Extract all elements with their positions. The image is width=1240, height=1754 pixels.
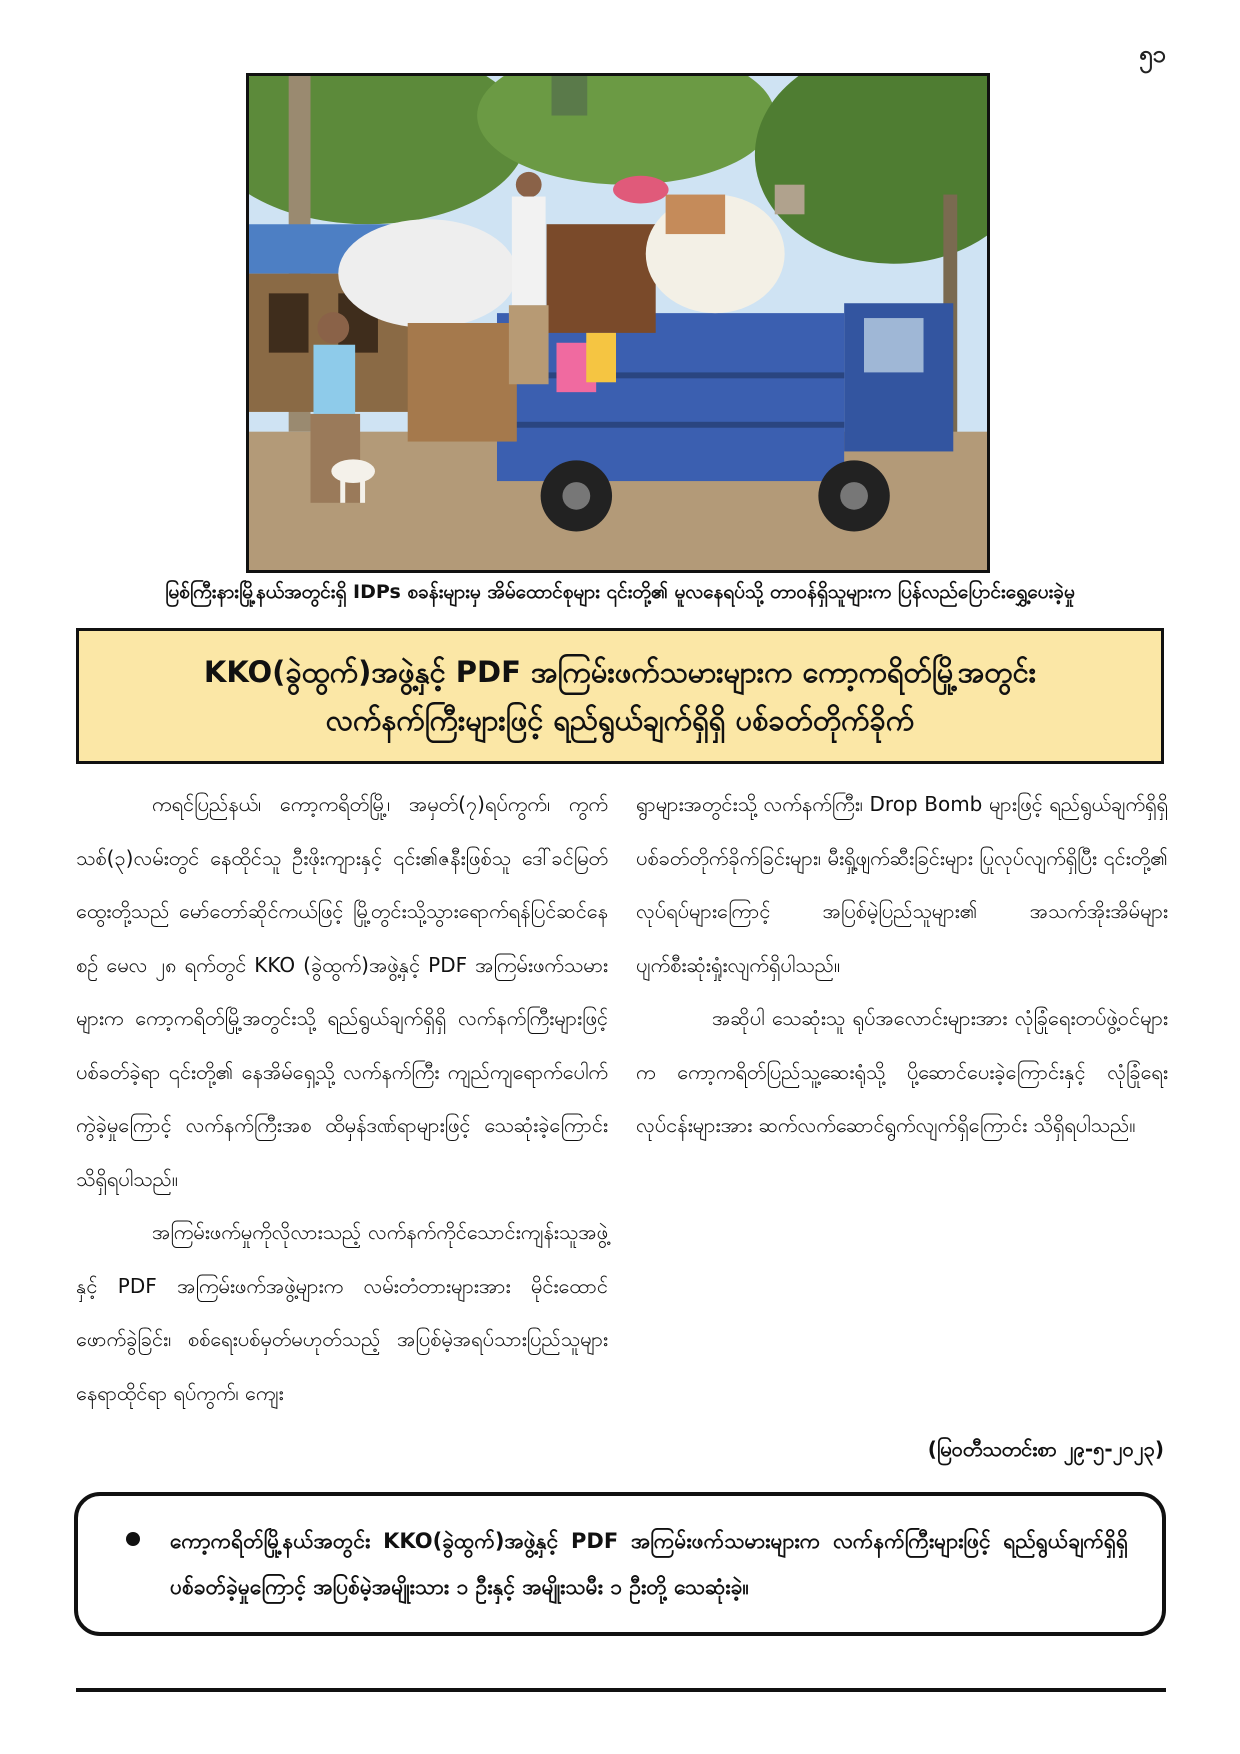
article-column-left (76, 778, 608, 1420)
article-paragraph: အဆိုပါ သေဆုံးသူ ရုပ်အလောင်းများအား လုံခြုံရေးတပ်ဖွဲ့ဝင်များက ကော့ကရိတ်ပြည်သူ့ဆေးရုံသို့ ပို့ဆောင်ပေးခဲ့ကြောင်းနှင့် လုံခြုံရေးလုပ်ငန်းများအား ဆက်လက်ဆောင်ရွက်လျက်ရှိကြောင်း သိရှိရပါသည်။ (636, 1006, 1168, 1137)
bottom-divider (76, 1688, 1166, 1692)
news-photo (246, 73, 990, 573)
summary-item (112, 1518, 1128, 1610)
photo-caption: မြစ်ကြီးနားမြို့နယ်အတွင်းရှိ IDPs စခန်းများမှ အိမ်ထောင်စုများ ၎င်းတို့၏ မူလနေရပ်သို့ တာဝန်ရှိသူများက ပြန်လည်ပြောင်းရွှေ့ပေးခဲ့မှု (165, 581, 1075, 603)
news-photo-illustration (249, 76, 987, 570)
headline-box (76, 628, 1164, 764)
bullet-icon (126, 1532, 140, 1546)
article-source: (မြဝတီသတင်းစာ ၂၉-၅-၂၀၂၃) (927, 1437, 1164, 1461)
article-column-right (636, 778, 1168, 1153)
page-number: ၅၁ (1139, 40, 1166, 68)
article-paragraph: ရွာများအတွင်းသို့ လက်နက်ကြီး၊ Drop Bomb များဖြင့် ရည်ရွယ်ချက်ရှိရှိ ပစ်ခတ်တိုက်ခိုက်ခြင်းများ၊ မီးရှို့ဖျက်ဆီးခြင်းများ ပြုလုပ်လျက်ရှိပြီး ၎င်းတို့၏ လုပ်ရပ်များကြောင့် အပြစ်မဲ့ပြည်သူများ၏ အသက်အိုးအိမ်များ ပျက်စီးဆုံးရှုံးလျက်ရှိပါသည်။ (636, 792, 1168, 977)
headline-line-1: KKO(ခွဲထွက်)အဖွဲ့နှင့် PDF အကြမ်းဖက်သမားများက ကော့ကရိတ်မြို့အတွင်း (203, 655, 1037, 689)
summary-text: ကော့ကရိတ်မြို့နယ်အတွင်း KKO(ခွဲထွက်)အဖွဲ့နှင့် PDF အကြမ်းဖက်သမားများက လက်နက်ကြီးများဖြင့် ရည်ရွယ်ချက်ရှိရှိ ပစ်ခတ်ခဲ့မှုကြောင့် အပြစ်မဲ့အမျိုးသား ၁ ဦးနှင့် အမျိုးသမီး ၁ ဦးတို့ သေဆုံးခဲ့။ (170, 1529, 1128, 1599)
article-paragraph: အကြမ်းဖက်မှုကိုလိုလားသည့် လက်နက်ကိုင်သောင်းကျန်းသူအဖွဲ့နှင့် PDF အကြမ်းဖက်အဖွဲ့များက လမ်းတံတားများအား မိုင်းထောင်ဖောက်ခွဲခြင်း၊ စစ်ရေးပစ်မှတ်မဟုတ်သည့် အပြစ်မဲ့အရပ်သားပြည်သူများ နေရာထိုင်ရာ ရပ်ကွက်၊ ကျေး (76, 1220, 608, 1405)
headline-line-2: လက်နက်ကြီးများဖြင့် ရည်ရွယ်ချက်ရှိရှိ ပစ်ခတ်တိုက်ခိုက် (325, 703, 915, 737)
summary-box (74, 1492, 1166, 1636)
article-paragraph: ကရင်ပြည်နယ်၊ ကော့ကရိတ်မြို့၊ အမှတ်(၇)ရပ်ကွက်၊ ကွက်သစ်(၃)လမ်းတွင် နေထိုင်သူ ဦးဖိုးကျားနှင့် ၎င်း၏ဇနီးဖြစ်သူ ဒေါ်ခင်မြတ်ထွေးတို့သည် မော်တော်ဆိုင်ကယ်ဖြင့် မြို့တွင်းသို့သွားရောက်ရန်ပြင်ဆင်နေစဉ် မေလ ၂၈ ရက်တွင် KKO (ခွဲထွက်)အဖွဲ့နှင့် PDF အကြမ်းဖက်သမားများက ကော့ကရိတ်မြို့အတွင်းသို့ ရည်ရွယ်ချက်ရှိရှိ လက်နက်ကြီးများဖြင့် ပစ်ခတ်ခဲ့ရာ ၎င်းတို့၏ နေအိမ်ရှေ့သို့ လက်နက်ကြီး ကျည်ကျရောက်ပေါက်ကွဲခဲ့မှုကြောင့် လက်နက်ကြီးအစ ထိမှန်ဒဏ်ရာများဖြင့် သေဆုံးခဲ့ကြောင်း သိရှိရပါသည်။ (76, 792, 608, 1191)
